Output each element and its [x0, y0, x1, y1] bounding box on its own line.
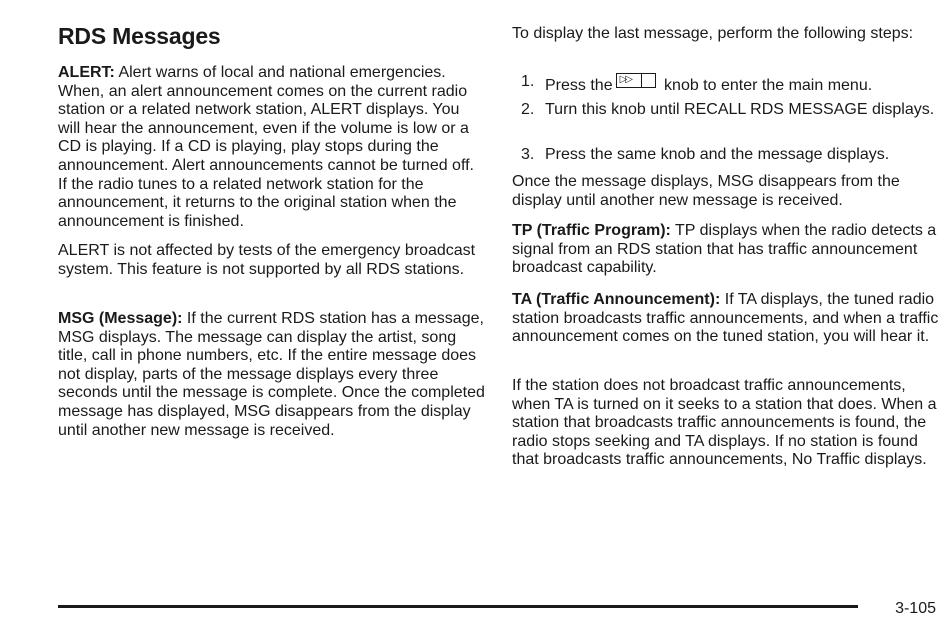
tp-text: TP displays when the radio detects a signal from an RDS station that has traffic announcement broadcast capability. [512, 222, 937, 277]
msg-paragraph [58, 310, 486, 440]
msg-text: If the current RDS station has a message, MSG displays. The message can display the artist, song title, call in phone numbers, etc. If the entire message does not display, parts of the message displays every three seconds until the message is complete. Once the completed message has displayed, MSG disappears from the display until another new message is received. [58, 310, 485, 439]
step-text: Turn this knob until RECALL RDS MESSAGE displays. [545, 101, 935, 118]
ta-note-paragraph: If the station does not broadcast traffic announcements, when TA is turned on it seeks to a station that does. When a station that broadcasts traffic announcements is found, the radio stops seeking and TA displays. If no station is found that broadcasts traffic announcements, No Traffic displays. [512, 377, 937, 469]
alert-paragraph [58, 64, 486, 231]
tp-paragraph [512, 222, 940, 278]
step-number: 3. [521, 146, 535, 163]
list-item [512, 146, 940, 165]
page-title: RDS Messages [58, 23, 221, 49]
alert-note-paragraph: ALERT is not affected by tests of the emergency broadcast system. This feature is not supported by all RDS stations. [58, 242, 476, 278]
step-text-after: knob to enter the main menu. [659, 77, 873, 94]
msg-term: MSG (Message): [58, 310, 183, 327]
steps-intro: To display the last message, perform the following steps: [512, 25, 914, 42]
ta-text: If TA displays, the tuned radio station broadcasts traffic announcements, and when a traffic announcement comes on the tuned station, you will hear it. [512, 291, 939, 346]
seek-tune-knob-icon: ▷▷ [616, 73, 656, 88]
list-item [512, 73, 940, 96]
alert-text: Alert warns of local and national emergencies. When, an alert announcement comes on the current radio station or a related network station, ALERT displays. You will hear the announcement, even if the volume is low or a CD is playing. If a CD is playing, play stops during the announcement. Alert announcements cannot be turned off. If the radio tunes to a related network station for the announcement, it returns to the original station when the announcement is finished. [58, 64, 474, 230]
step-number: 2. [521, 101, 535, 118]
tp-term: TP (Traffic Program): [512, 222, 671, 239]
list-item [512, 101, 940, 120]
step-text: Press the same knob and the message displays. [545, 146, 890, 163]
ta-paragraph [512, 291, 940, 347]
after-steps-paragraph: Once the message displays, MSG disappears from the display until another new message is received. [512, 173, 900, 209]
step-number: 1. [521, 73, 535, 90]
step-text-before: Press the [545, 77, 613, 94]
footer-rule [58, 605, 858, 608]
ta-term: TA (Traffic Announcement): [512, 291, 721, 308]
page-number: 3-105 [895, 600, 936, 617]
alert-term: ALERT: [58, 64, 115, 81]
